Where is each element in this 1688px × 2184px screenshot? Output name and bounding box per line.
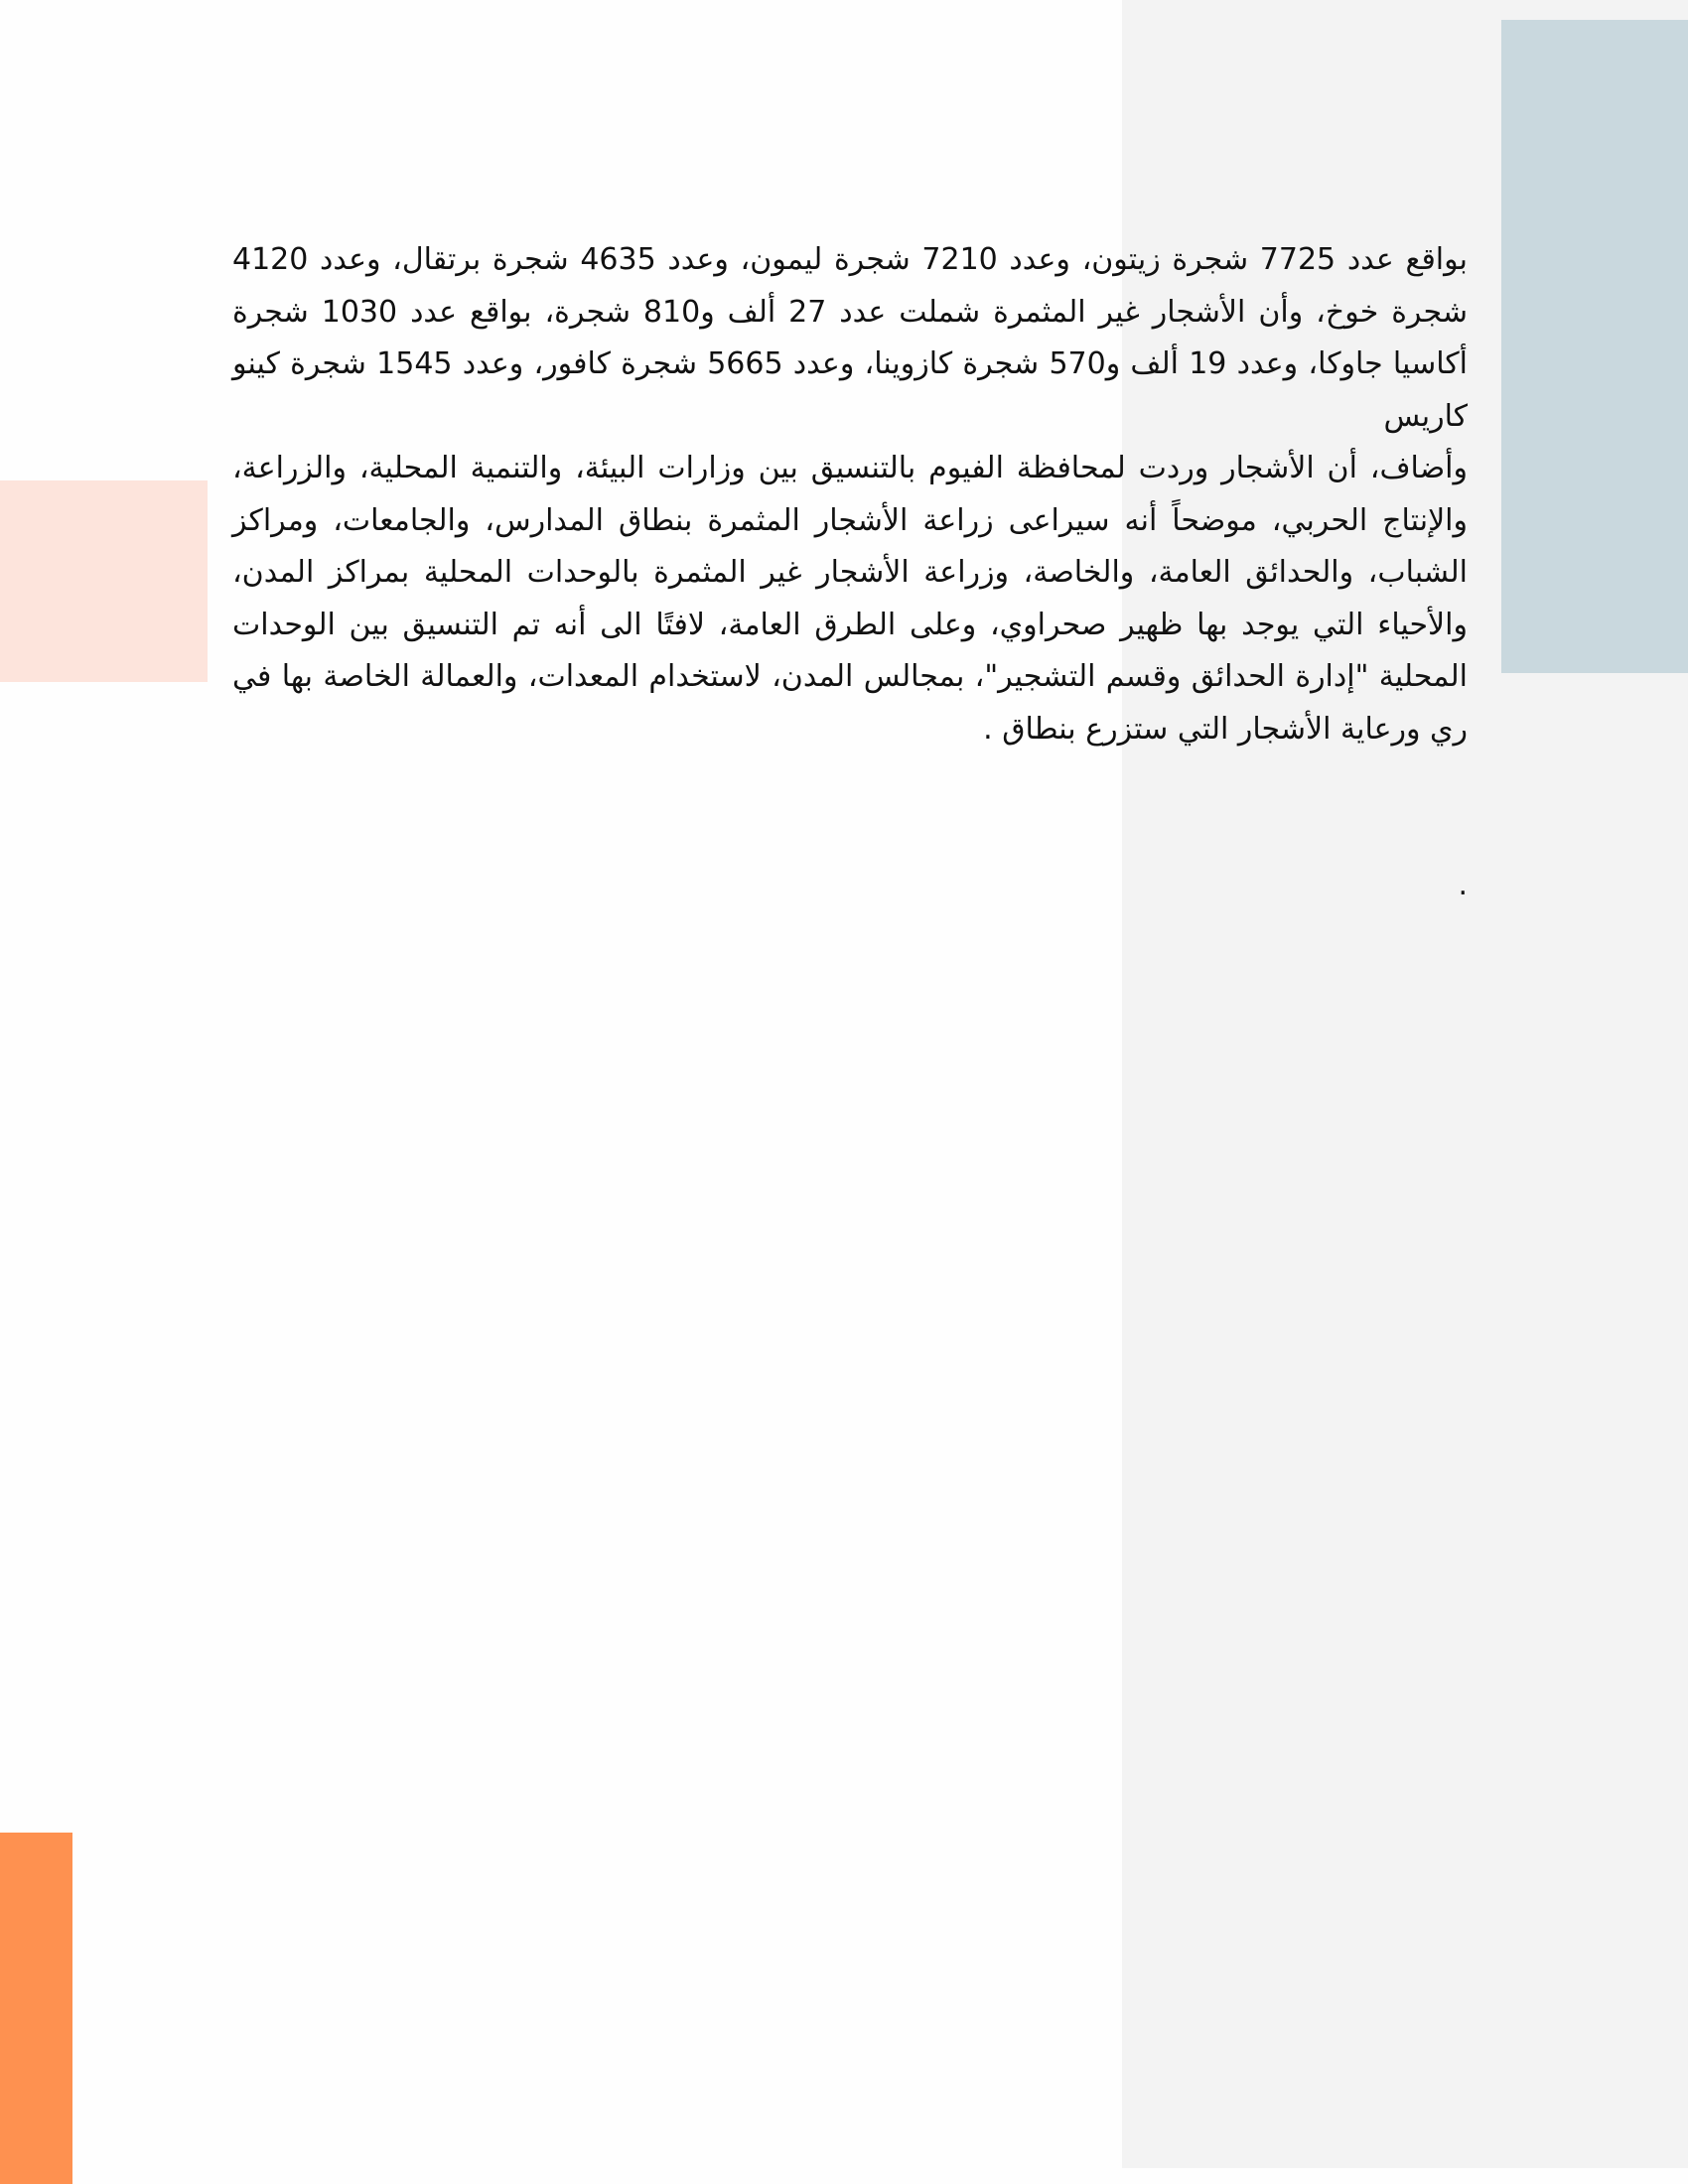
article-body [232, 234, 1468, 755]
decorative-bluegray-block [1501, 20, 1688, 673]
background-bottom-strip [1122, 2168, 1688, 2184]
decorative-peach-block [0, 480, 208, 682]
decorative-orange-block [0, 1833, 72, 2184]
paragraph-tree-counts: بواقع عدد 7725 شجرة زيتون، وعدد 7210 شجرة ليمون، وعدد 4635 شجرة برتقال، وعدد 4120 شجرة خوخ، وأن الأشجار غير المثمرة شملت عدد 27 ألف و810 شجرة، بواقع عدد 1030 شجرة أكاسيا جاوكا، وعدد 19 ألف و570 شجرة كازوينا، وعدد 5665 شجرة كافور، وعدد 1545 شجرة كينو كاريس [232, 242, 1469, 434]
paragraph-coordination: وأضاف، أن الأشجار وردت لمحافظة الفيوم بالتنسيق بين وزارات البيئة، والتنمية المحلية، والزراعة، والإنتاج الحربي، موضحاً أنه سيراعى زراعة الأشجار المثمرة بنطاق المدارس، والجامعات، ومراكز الشباب، والحدائق العامة، والخاصة، وزراعة الأشجار غير المثمرة بالوحدات المحلية بمراكز المدن، والأحياء التي يوجد بها ظهير صحراوي، وعلى الطرق العامة، لافتًا الى أنه تم التنسيق بين الوحدات المحلية "إدارة الحدائق وقسم التشجير"، بمجالس المدن، لاستخدام المعدات، والعمالة الخاصة بها في ري ورعاية الأشجار التي ستزرع بنطاق . [232, 451, 1468, 747]
trailing-mark: . [1458, 868, 1468, 902]
